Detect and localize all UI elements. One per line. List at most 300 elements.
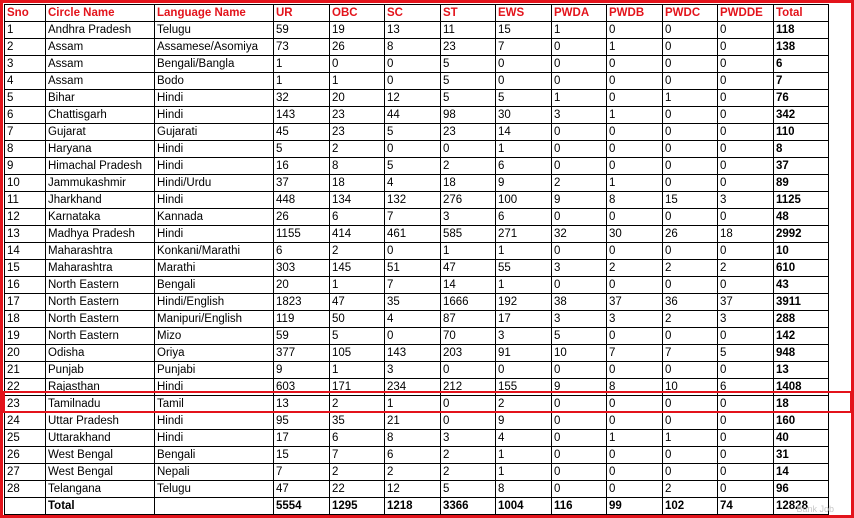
table-cell: 44 xyxy=(385,107,441,124)
table-cell: 0 xyxy=(718,107,774,124)
total-cell: 5554 xyxy=(274,498,330,515)
table-cell: 19 xyxy=(330,22,385,39)
table-cell: 6 xyxy=(274,243,330,260)
table-cell: 0 xyxy=(663,396,718,413)
table-cell: 3 xyxy=(552,260,607,277)
table-cell: 7 xyxy=(607,345,663,362)
table-cell: 276 xyxy=(441,192,496,209)
table-cell: 27 xyxy=(5,464,46,481)
table-cell: 3 xyxy=(385,362,441,379)
table-cell: 1408 xyxy=(774,379,829,396)
table-cell: 0 xyxy=(552,56,607,73)
table-cell: 0 xyxy=(441,396,496,413)
table-cell: 288 xyxy=(774,311,829,328)
table-cell: 70 xyxy=(441,328,496,345)
table-cell: 13 xyxy=(274,396,330,413)
table-cell: Gujarati xyxy=(155,124,274,141)
table-cell: 2 xyxy=(330,396,385,413)
table-cell: 7 xyxy=(663,345,718,362)
table-cell: 3 xyxy=(718,311,774,328)
table-cell: 1 xyxy=(274,73,330,90)
table-cell: 5 xyxy=(441,481,496,498)
table-cell: Assam xyxy=(46,73,155,90)
table-cell: 0 xyxy=(718,430,774,447)
table-row xyxy=(5,158,829,175)
table-cell: 8 xyxy=(607,379,663,396)
table-cell: 51 xyxy=(385,260,441,277)
table-cell: 2 xyxy=(496,396,552,413)
table-cell: 0 xyxy=(552,243,607,260)
table-cell: 0 xyxy=(607,447,663,464)
table-cell: 0 xyxy=(718,413,774,430)
table-cell: 15 xyxy=(663,192,718,209)
table-cell: Haryana xyxy=(46,141,155,158)
table-cell: 1 xyxy=(552,90,607,107)
table-cell: 15 xyxy=(496,22,552,39)
table-cell: 5 xyxy=(274,141,330,158)
table-cell: 414 xyxy=(330,226,385,243)
table-cell: 0 xyxy=(552,73,607,90)
table-row xyxy=(5,22,829,39)
table-row xyxy=(5,175,829,192)
table-cell: 23 xyxy=(441,39,496,56)
table-cell: 0 xyxy=(607,328,663,345)
table-cell: 5 xyxy=(330,328,385,345)
table-cell: 43 xyxy=(774,277,829,294)
table-cell: 3 xyxy=(5,56,46,73)
table-row xyxy=(5,73,829,90)
table-cell: 14 xyxy=(774,464,829,481)
table-cell: 7 xyxy=(385,277,441,294)
column-header: PWDB xyxy=(607,5,663,22)
table-cell: 59 xyxy=(274,22,330,39)
table-cell: 7 xyxy=(385,209,441,226)
table-row xyxy=(5,362,829,379)
table-cell: 0 xyxy=(663,158,718,175)
table-cell: 2 xyxy=(441,464,496,481)
table-cell: 1125 xyxy=(774,192,829,209)
table-cell: 134 xyxy=(330,192,385,209)
table-cell: 142 xyxy=(774,328,829,345)
table-cell: 0 xyxy=(718,124,774,141)
table-cell: Bengali xyxy=(155,447,274,464)
table-cell: 0 xyxy=(718,22,774,39)
table-cell: Andhra Pradesh xyxy=(46,22,155,39)
total-cell xyxy=(5,498,46,515)
table-cell: 0 xyxy=(607,73,663,90)
table-cell: 6 xyxy=(496,209,552,226)
table-row xyxy=(5,39,829,56)
table-row xyxy=(5,481,829,498)
table-cell: 8 xyxy=(385,430,441,447)
table-cell: 73 xyxy=(274,39,330,56)
table-row xyxy=(5,345,829,362)
table-cell: Hindi xyxy=(155,379,274,396)
table-cell: 37 xyxy=(774,158,829,175)
table-cell: Kannada xyxy=(155,209,274,226)
table-cell: 0 xyxy=(607,277,663,294)
table-cell: 1 xyxy=(607,430,663,447)
table-cell: 13 xyxy=(774,362,829,379)
total-cell: 74 xyxy=(718,498,774,515)
table-cell: 3 xyxy=(552,107,607,124)
table-cell: Bihar xyxy=(46,90,155,107)
table-cell: 8 xyxy=(607,192,663,209)
table-cell: Bengali xyxy=(155,277,274,294)
table-cell: 47 xyxy=(330,294,385,311)
table-cell: Maharashtra xyxy=(46,243,155,260)
table-cell: 0 xyxy=(607,22,663,39)
table-cell: 20 xyxy=(5,345,46,362)
table-cell: 0 xyxy=(607,124,663,141)
table-cell: 5 xyxy=(496,90,552,107)
table-cell: 0 xyxy=(607,396,663,413)
table-cell: Telangana xyxy=(46,481,155,498)
table-cell: 22 xyxy=(330,481,385,498)
table-cell: 303 xyxy=(274,260,330,277)
table-cell: 76 xyxy=(774,90,829,107)
table-cell: 0 xyxy=(663,243,718,260)
table-cell: 2 xyxy=(607,260,663,277)
table-cell: 37 xyxy=(274,175,330,192)
table-row xyxy=(5,226,829,243)
table-cell: 0 xyxy=(663,107,718,124)
table-cell: 105 xyxy=(330,345,385,362)
table-cell: 0 xyxy=(718,464,774,481)
table-cell: 1 xyxy=(330,277,385,294)
table-cell: 35 xyxy=(385,294,441,311)
table-cell: 0 xyxy=(496,56,552,73)
table-cell: 6 xyxy=(718,379,774,396)
table-cell: 11 xyxy=(5,192,46,209)
table-cell: 59 xyxy=(274,328,330,345)
total-cell: 12828 xyxy=(774,498,829,515)
table-cell: 5 xyxy=(5,90,46,107)
table-cell: 0 xyxy=(552,430,607,447)
table-cell: 461 xyxy=(385,226,441,243)
table-cell: 6 xyxy=(5,107,46,124)
table-cell: 143 xyxy=(274,107,330,124)
table-cell: 1 xyxy=(496,141,552,158)
table-cell: 3 xyxy=(496,328,552,345)
table-row xyxy=(5,430,829,447)
table-cell: North Eastern xyxy=(46,311,155,328)
table-cell: 0 xyxy=(441,141,496,158)
table-cell: 0 xyxy=(552,158,607,175)
table-cell: Assamese/Asomiya xyxy=(155,39,274,56)
table-cell: 16 xyxy=(5,277,46,294)
table-cell: 5 xyxy=(385,158,441,175)
table-cell: 28 xyxy=(5,481,46,498)
table-cell: 0 xyxy=(607,209,663,226)
column-header: PWDA xyxy=(552,5,607,22)
table-row xyxy=(5,294,829,311)
table-cell: 23 xyxy=(330,107,385,124)
table-cell: 89 xyxy=(774,175,829,192)
table-cell: 17 xyxy=(5,294,46,311)
table-cell: 0 xyxy=(663,73,718,90)
table-cell: 1 xyxy=(441,243,496,260)
table-cell: 377 xyxy=(274,345,330,362)
table-cell: 0 xyxy=(663,39,718,56)
table-cell: 119 xyxy=(274,311,330,328)
table-cell: 0 xyxy=(330,56,385,73)
table-cell: Tamil xyxy=(155,396,274,413)
table-cell: 132 xyxy=(385,192,441,209)
table-cell: 0 xyxy=(496,362,552,379)
table-cell: 9 xyxy=(496,413,552,430)
table-cell: Hindi xyxy=(155,226,274,243)
table-cell: Hindi xyxy=(155,107,274,124)
table-cell: 0 xyxy=(607,158,663,175)
table-row xyxy=(5,192,829,209)
table-cell: 32 xyxy=(274,90,330,107)
table-cell: 47 xyxy=(274,481,330,498)
table-cell: 1 xyxy=(607,107,663,124)
table-cell: 9 xyxy=(552,379,607,396)
table-cell: 2 xyxy=(330,141,385,158)
table-cell: Telugu xyxy=(155,22,274,39)
table-cell: 2 xyxy=(5,39,46,56)
table-cell: Marathi xyxy=(155,260,274,277)
table-cell: 0 xyxy=(718,328,774,345)
table-cell: 0 xyxy=(552,396,607,413)
table-cell: 38 xyxy=(552,294,607,311)
table-cell: 8 xyxy=(385,39,441,56)
table-cell: 6 xyxy=(774,56,829,73)
table-cell: 22 xyxy=(5,379,46,396)
table-cell: 18 xyxy=(441,175,496,192)
table-cell: 1 xyxy=(607,175,663,192)
column-header: Circle Name xyxy=(46,5,155,22)
table-cell: 2 xyxy=(718,260,774,277)
table-cell: 5 xyxy=(385,124,441,141)
table-cell: 2992 xyxy=(774,226,829,243)
table-cell: 0 xyxy=(663,362,718,379)
table-cell: 1 xyxy=(274,56,330,73)
table-cell: 0 xyxy=(718,209,774,226)
table-cell: 31 xyxy=(774,447,829,464)
table-cell: 4 xyxy=(496,430,552,447)
column-header: Total xyxy=(774,5,829,22)
table-cell: 6 xyxy=(330,209,385,226)
table-cell: 1 xyxy=(330,362,385,379)
table-row xyxy=(5,464,829,481)
table-cell: Jharkhand xyxy=(46,192,155,209)
table-cell: 0 xyxy=(552,209,607,226)
table-cell: 30 xyxy=(496,107,552,124)
table-cell: 4 xyxy=(385,175,441,192)
table-cell: 118 xyxy=(774,22,829,39)
table-cell: 14 xyxy=(5,243,46,260)
table-cell: 1823 xyxy=(274,294,330,311)
table-cell: 17 xyxy=(274,430,330,447)
table-cell: 23 xyxy=(441,124,496,141)
table-cell: 48 xyxy=(774,209,829,226)
table-cell: 10 xyxy=(774,243,829,260)
table-cell: 35 xyxy=(330,413,385,430)
table-cell: 5 xyxy=(718,345,774,362)
table-cell: 3 xyxy=(552,311,607,328)
table-cell: 0 xyxy=(607,464,663,481)
table-cell: 7 xyxy=(496,39,552,56)
table-cell: 948 xyxy=(774,345,829,362)
table-cell: 138 xyxy=(774,39,829,56)
table-cell: 0 xyxy=(607,413,663,430)
table-cell: 448 xyxy=(274,192,330,209)
total-cell: 3366 xyxy=(441,498,496,515)
table-cell: 11 xyxy=(441,22,496,39)
table-row xyxy=(5,277,829,294)
table-cell: 45 xyxy=(274,124,330,141)
table-cell: 0 xyxy=(663,328,718,345)
column-header: PWDDE xyxy=(718,5,774,22)
column-header: SC xyxy=(385,5,441,22)
total-cell: 1295 xyxy=(330,498,385,515)
table-cell: 21 xyxy=(5,362,46,379)
table-cell: Hindi xyxy=(155,141,274,158)
table-cell: 203 xyxy=(441,345,496,362)
table-cell: 8 xyxy=(774,141,829,158)
totals-row xyxy=(5,498,829,515)
table-cell: Oriya xyxy=(155,345,274,362)
table-cell: 0 xyxy=(663,413,718,430)
table-cell: 0 xyxy=(718,243,774,260)
table-cell: 2 xyxy=(663,311,718,328)
column-header: Sno xyxy=(5,5,46,22)
table-cell: 0 xyxy=(718,90,774,107)
table-cell: Hindi xyxy=(155,158,274,175)
table-cell: Uttar Pradesh xyxy=(46,413,155,430)
vacancy-table xyxy=(4,4,829,515)
table-cell: 143 xyxy=(385,345,441,362)
table-row xyxy=(5,107,829,124)
table-cell: 0 xyxy=(385,141,441,158)
total-cell: 116 xyxy=(552,498,607,515)
table-cell: West Bengal xyxy=(46,464,155,481)
table-cell: 1 xyxy=(663,430,718,447)
table-cell: 26 xyxy=(274,209,330,226)
table-row xyxy=(5,447,829,464)
table-cell: 26 xyxy=(663,226,718,243)
table-cell: 6 xyxy=(330,430,385,447)
column-header: UR xyxy=(274,5,330,22)
table-cell: Chattisgarh xyxy=(46,107,155,124)
table-cell: 0 xyxy=(718,362,774,379)
table-cell: 1 xyxy=(496,243,552,260)
table-cell: 87 xyxy=(441,311,496,328)
table-cell: Punjabi xyxy=(155,362,274,379)
table-cell: 15 xyxy=(274,447,330,464)
table-cell: 24 xyxy=(5,413,46,430)
table-cell: 30 xyxy=(607,226,663,243)
table-row xyxy=(5,90,829,107)
table-cell: 16 xyxy=(274,158,330,175)
table-cell: 0 xyxy=(385,73,441,90)
table-cell: 0 xyxy=(663,277,718,294)
table-cell: 5 xyxy=(441,56,496,73)
table-row xyxy=(5,379,829,396)
table-cell: Konkani/Marathi xyxy=(155,243,274,260)
table-cell: 3 xyxy=(441,209,496,226)
table-row xyxy=(5,209,829,226)
table-cell: Punjab xyxy=(46,362,155,379)
table-cell: 160 xyxy=(774,413,829,430)
table-cell: 2 xyxy=(441,158,496,175)
table-cell: 32 xyxy=(552,226,607,243)
table-cell: 1 xyxy=(496,277,552,294)
table-cell: 0 xyxy=(441,362,496,379)
table-cell: Rajasthan xyxy=(46,379,155,396)
table-cell: 12 xyxy=(5,209,46,226)
table-cell: 0 xyxy=(385,243,441,260)
table-cell: 7 xyxy=(774,73,829,90)
table-cell: 5 xyxy=(441,73,496,90)
table-cell: 100 xyxy=(496,192,552,209)
table-cell: 13 xyxy=(385,22,441,39)
table-cell: 0 xyxy=(607,90,663,107)
table-cell: 0 xyxy=(607,362,663,379)
table-cell: Hindi xyxy=(155,430,274,447)
table-cell: Bodo xyxy=(155,73,274,90)
table-cell: 0 xyxy=(663,124,718,141)
table-cell: Madhya Pradesh xyxy=(46,226,155,243)
column-header: EWS xyxy=(496,5,552,22)
table-cell: 4 xyxy=(5,73,46,90)
table-cell: 3 xyxy=(441,430,496,447)
table-cell: 17 xyxy=(496,311,552,328)
column-header: OBC xyxy=(330,5,385,22)
table-cell: 9 xyxy=(274,362,330,379)
table-cell: 0 xyxy=(552,481,607,498)
table-cell: 271 xyxy=(496,226,552,243)
table-cell: 5 xyxy=(552,328,607,345)
table-cell: 585 xyxy=(441,226,496,243)
table-cell: 0 xyxy=(552,464,607,481)
table-cell: 0 xyxy=(385,328,441,345)
table-row-highlighted xyxy=(5,396,829,413)
watermark: Bank Job xyxy=(796,504,834,514)
table-cell: 10 xyxy=(552,345,607,362)
table-cell: 0 xyxy=(663,447,718,464)
table-cell: 23 xyxy=(5,396,46,413)
table-cell: 5 xyxy=(441,90,496,107)
table-cell: 1 xyxy=(330,73,385,90)
table-cell: 6 xyxy=(496,158,552,175)
table-cell: 2 xyxy=(441,447,496,464)
table-cell: Bengali/Bangla xyxy=(155,56,274,73)
table-cell: 0 xyxy=(718,481,774,498)
table-row xyxy=(5,243,829,260)
table-cell: 1155 xyxy=(274,226,330,243)
table-cell: 0 xyxy=(718,396,774,413)
column-header: Language Name xyxy=(155,5,274,22)
table-row xyxy=(5,124,829,141)
total-cell: 1218 xyxy=(385,498,441,515)
table-cell: 110 xyxy=(774,124,829,141)
table-cell: 234 xyxy=(385,379,441,396)
table-cell: 9 xyxy=(496,175,552,192)
table-cell: 8 xyxy=(496,481,552,498)
table-cell: 25 xyxy=(5,430,46,447)
table-row xyxy=(5,413,829,430)
table-cell: 9 xyxy=(5,158,46,175)
table-cell: 96 xyxy=(774,481,829,498)
table-cell: 2 xyxy=(663,481,718,498)
total-cell: 1004 xyxy=(496,498,552,515)
table-cell: 0 xyxy=(552,362,607,379)
table-cell: 1 xyxy=(496,447,552,464)
